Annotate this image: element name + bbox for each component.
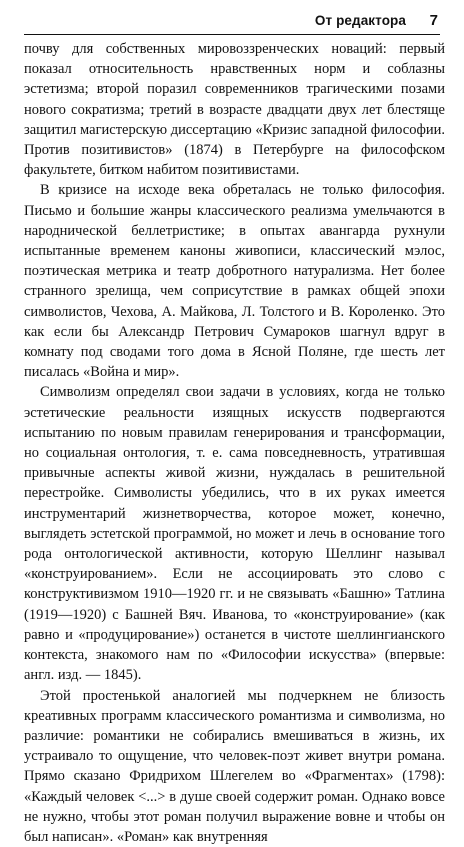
page-number: 7: [430, 12, 438, 29]
running-head: [24, 10, 440, 35]
paragraph: В кризисе на исходе века обреталась не только философия. Письмо и большие жанры классического реализма умельчаются в народнической беллетристике; в опытах авангарда рухнули испытанные временем каноны живописи, классический мэлос, поэтическая метрика и театр добротного натурализма. Нет более странного зрелища, чем соприсутствие в рамках общей эпохи символистов, Чехова, А. Майкова, Л. Толстого и В. Короленко. Это как если бы Александр Петрович Сумароков шагнул вдруг в комнату под сводами того дома в Ясной Поляне, где шесть лет писалась «Война и мир».: [24, 180, 445, 382]
body-text: [24, 39, 445, 847]
paragraph: Символизм определял свои задачи в условиях, когда не только эстетические реальности изящных искусств подвергаются испытанию по новым правилам генерирования и трансформации, но социальная онтология, т. е. сама повседневность, утратившая привычные аспекты живой жизни, нуждалась в решительной перестройке. Символисты убедились, что в их руках имеется инструментарий жизнетворчества, которое может, конечно, выглядеть эстетской программой, но может и лечь в основание того рода онтологической активности, которую Шеллинг называл «конструированием». Если не ассоциировать это слово с конструктивизмом 1910—1920 гг. и не связывать «Башню» Татлина (1919—1920) с Башней Вяч. Иванова, то «конструирование» (как равно и «продуцирование») останется в чистоте шеллингианского контекста, знакомого нам по «Философии искусства» (впервые: англ. изд. — 1845).: [24, 382, 445, 685]
paragraph: Этой простенькой аналогией мы подчеркнем не близость креативных программ классического романтизма и символизма, но различие: романтики не собирались вмешиваться в жизнь, их устраивало то ощущение, что человек-поэт живет внутри романа. Прямо сказано Фридрихом Шлегелем во «Фрагментах» (1798): «Каждый человек <...> в душе своей содержит роман. Однако вовсе не нужно, чтобы этот роман получил выражение вовне и чтобы он был написан». «Роман» как внутренняя: [24, 686, 445, 847]
running-head-title: От редактора: [315, 13, 406, 28]
paragraph-continued: почву для собственных мировоззренческих новаций: первый показал относительность нравственных норм и соблазны эстетизма; второй поразил современников трагическими позами нового сократизма; третий в возрасте двадцати двух лет блестяще защитил магистерскую диссертацию «Кризис западной философии. Против позитивистов» (1874) в Петербурге на философском факультете, битком набитом позитивистами.: [24, 39, 445, 180]
